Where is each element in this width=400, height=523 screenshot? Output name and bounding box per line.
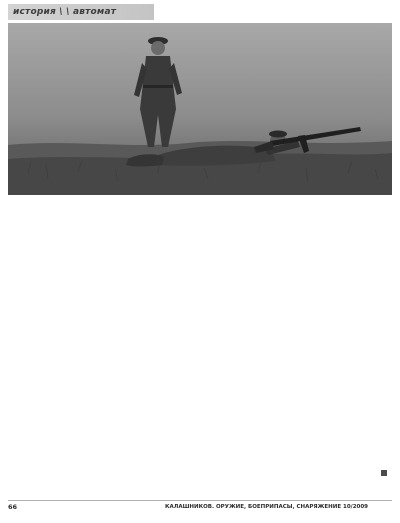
article-photo [8, 23, 392, 195]
article-paragraph [206, 248, 392, 254]
article-paragraph [8, 210, 194, 216]
article-paragraph [8, 217, 194, 223]
article-paragraph [206, 217, 392, 223]
article-paragraph [8, 202, 194, 208]
article-paragraph [8, 240, 194, 246]
footer-divider [8, 500, 392, 501]
page-footer [8, 500, 392, 512]
article-paragraph [8, 225, 194, 231]
page-header [8, 4, 392, 20]
section-title: история \ \ автомат [13, 7, 117, 17]
article-paragraph [206, 240, 392, 246]
photo-soldiers-icon [8, 23, 392, 195]
article-paragraph [8, 232, 194, 238]
end-of-article-square-icon [381, 470, 387, 476]
article-paragraph [206, 232, 392, 238]
article-paragraph [206, 202, 392, 208]
article-paragraph [206, 225, 392, 231]
article-column-right [206, 202, 392, 484]
article-paragraph [206, 210, 392, 216]
page-number: 66 [8, 503, 18, 511]
magazine-title: КАЛАШНИКОВ. ОРУЖИЕ, БОЕПРИПАСЫ, СНАРЯЖЕНИЕ 10/2009 [165, 504, 368, 510]
article-paragraph [8, 248, 194, 254]
article-column-left [8, 202, 194, 484]
